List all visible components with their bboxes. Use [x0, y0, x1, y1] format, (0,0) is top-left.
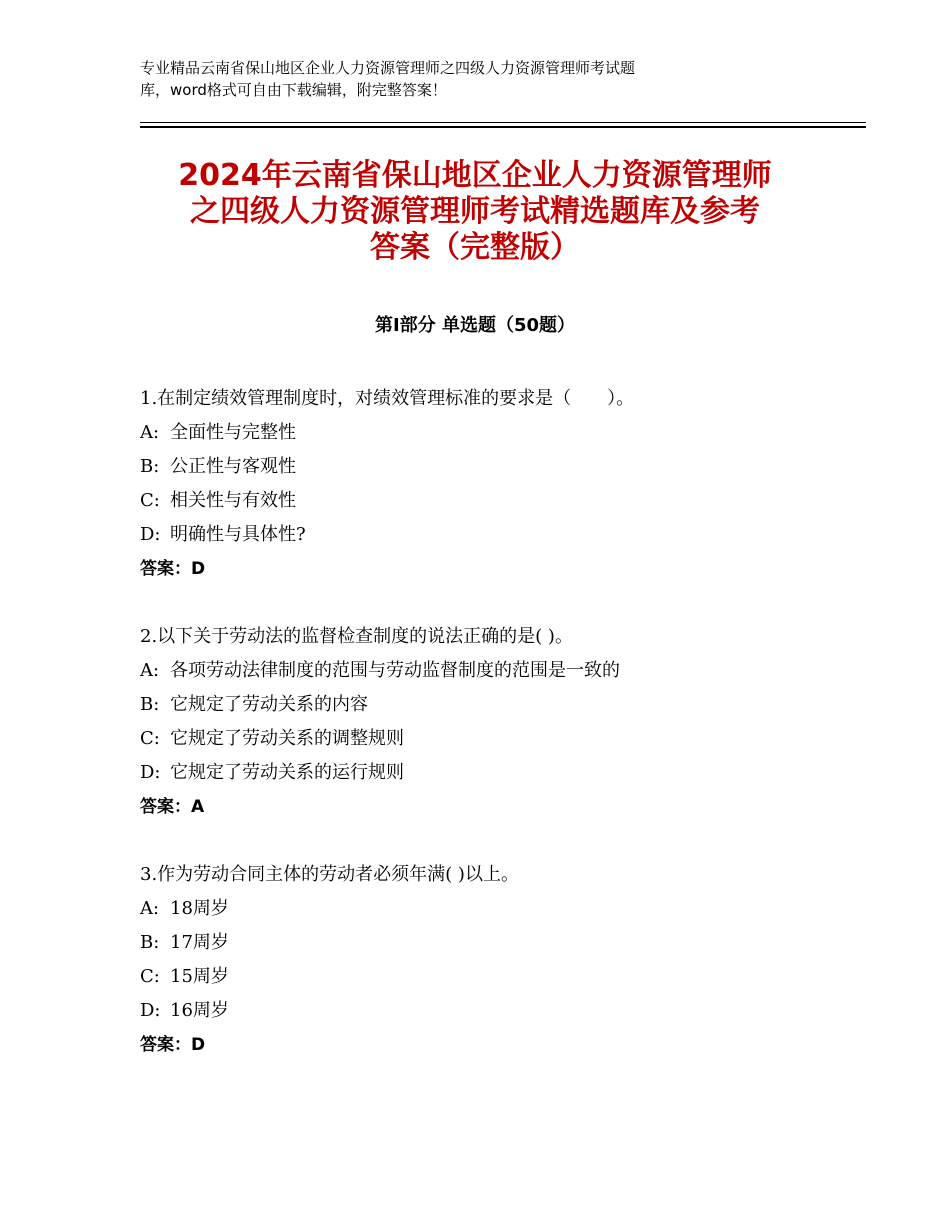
option-letter: B: [140, 694, 160, 715]
document-title [120, 158, 830, 266]
header-divider-thick [140, 126, 866, 128]
option-letter: A: [140, 660, 160, 681]
option-text: 18周岁 [170, 898, 229, 919]
option-text: 各项劳动法律制度的范围与劳动监督制度的范围是一致的 [170, 660, 620, 681]
option-letter: C: [140, 966, 160, 987]
option-text: 公正性与客观性 [170, 456, 296, 477]
option-b [140, 450, 840, 484]
option-c [140, 960, 840, 994]
option-b [140, 688, 840, 722]
section-heading: 第Ⅰ部分 单选题（50题） [374, 315, 575, 336]
option-b [140, 926, 840, 960]
option-text: 它规定了劳动关系的运行规则 [170, 762, 404, 783]
question-1 [140, 382, 840, 586]
option-text: 全面性与完整性 [170, 422, 296, 443]
question-stem: 3.作为劳动合同主体的劳动者必须年满( )以上。 [140, 864, 519, 885]
answer: 答案：D [140, 559, 206, 579]
option-text: 它规定了劳动关系的调整规则 [170, 728, 404, 749]
option-letter: D: [140, 524, 161, 545]
header-note-line2: 库，word格式可自由下载编辑，附完整答案！ [140, 81, 447, 99]
option-text: 相关性与有效性 [170, 490, 296, 511]
answer: 答案：D [140, 1035, 206, 1055]
option-text: 15周岁 [170, 966, 229, 987]
header-note [140, 57, 780, 101]
option-letter: B: [140, 456, 160, 477]
document-title-line3: 答案（完整版） [370, 230, 580, 265]
option-d [140, 756, 840, 790]
option-text: 17周岁 [170, 932, 229, 953]
option-c [140, 484, 840, 518]
question-3 [140, 858, 840, 1062]
option-d [140, 994, 840, 1028]
option-letter: A: [140, 422, 160, 443]
answer: 答案：A [140, 797, 205, 817]
question-2 [140, 620, 840, 824]
header-divider-thin [140, 122, 866, 123]
option-letter: A: [140, 898, 160, 919]
option-letter: C: [140, 490, 160, 511]
option-letter: C: [140, 728, 160, 749]
document-title-line2: 之四级人力资源管理师考试精选题库及参考 [190, 194, 760, 229]
document-title-line1: 2024年云南省保山地区企业人力资源管理师 [178, 158, 772, 193]
question-list [140, 382, 840, 1096]
option-text: 它规定了劳动关系的内容 [170, 694, 368, 715]
header-note-line1: 专业精品云南省保山地区企业人力资源管理师之四级人力资源管理师考试题 [140, 59, 636, 77]
option-letter: B: [140, 932, 160, 953]
option-letter: D: [140, 1000, 161, 1021]
option-a [140, 654, 840, 688]
question-stem: 2.以下关于劳动法的监督检查制度的说法正确的是( )。 [140, 626, 573, 647]
option-text: 明确性与具体性? [170, 524, 306, 545]
option-text: 16周岁 [170, 1000, 229, 1021]
option-a [140, 892, 840, 926]
option-a [140, 416, 840, 450]
option-c [140, 722, 840, 756]
option-d [140, 518, 840, 552]
question-stem: 1.在制定绩效管理制度时，对绩效管理标准的要求是（ ）。 [140, 388, 635, 409]
option-letter: D: [140, 762, 161, 783]
